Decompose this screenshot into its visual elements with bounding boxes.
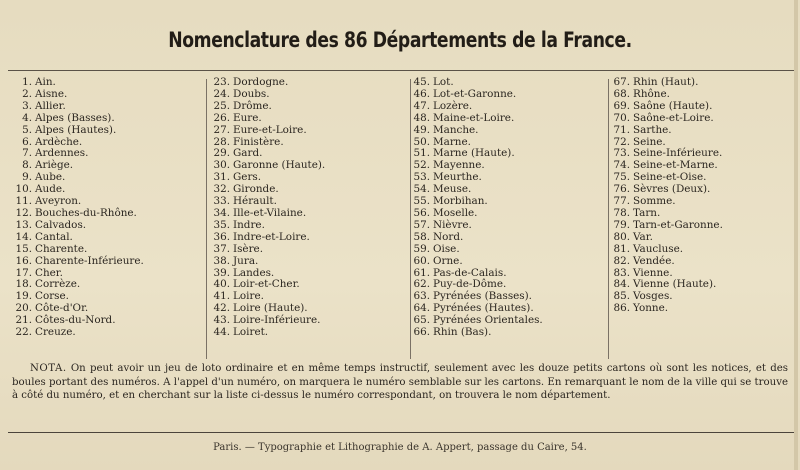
column-divider [608, 79, 609, 359]
department-name: Pyrénées (Basses). [433, 290, 532, 303]
department-name: Vaucluse. [633, 242, 684, 255]
department-number: 44. [213, 326, 230, 339]
department-name: Aude. [35, 183, 66, 196]
department-name: Manche. [433, 123, 479, 136]
department-number: 81. [613, 242, 630, 255]
department-name: Indre-et-Loire. [233, 230, 310, 243]
department-name: Loiret. [233, 326, 269, 339]
department-number: 56. [413, 206, 430, 219]
department-item [612, 125, 723, 137]
department-name: Orne. [433, 254, 463, 267]
department-number: 60. [413, 254, 430, 267]
department-number: 5. [22, 123, 32, 136]
department-number: 61. [413, 266, 430, 279]
department-name: Maine-et-Loire. [433, 111, 515, 124]
department-item [14, 279, 144, 291]
department-name: Loire (Haute). [233, 302, 308, 315]
department-number: 51. [413, 147, 430, 160]
department-name: Sarthe. [633, 123, 672, 136]
department-name: Vienne. [633, 266, 673, 279]
department-name: Lot-et-Garonne. [433, 87, 517, 100]
department-number: 80. [613, 230, 630, 243]
department-number: 72. [613, 135, 630, 148]
department-item [412, 89, 543, 101]
department-number: 28. [213, 135, 230, 148]
department-number: 3. [22, 99, 32, 112]
department-name: Charente. [35, 242, 88, 255]
department-number: 39. [213, 266, 230, 279]
department-number: 18. [15, 278, 32, 291]
department-number: 77. [613, 195, 630, 208]
department-name: Marne. [433, 135, 471, 148]
nota-paragraph [12, 362, 788, 403]
department-item [412, 232, 543, 244]
department-number: 40. [213, 278, 230, 291]
department-name: Ariège. [35, 159, 74, 172]
department-name: Ain. [35, 76, 56, 88]
department-number: 2. [22, 87, 32, 100]
nota-label: NOTA. [30, 363, 67, 374]
department-name: Alpes (Hautes). [35, 123, 117, 136]
department-number: 47. [413, 99, 430, 112]
department-name: Var. [633, 230, 653, 243]
department-name: Loire-Inférieure. [233, 314, 321, 327]
department-number: 83. [613, 266, 630, 279]
department-number: 55. [413, 195, 430, 208]
department-name: Eure. [233, 111, 262, 124]
department-number: 13. [15, 218, 32, 231]
department-item [212, 232, 325, 244]
department-name: Rhône. [633, 87, 670, 100]
department-name: Loire. [233, 290, 264, 303]
department-item [14, 148, 144, 160]
department-item [212, 244, 325, 256]
department-number: 22. [15, 326, 32, 339]
department-name: Landes. [233, 266, 275, 279]
department-name: Puy-de-Dôme. [433, 278, 507, 291]
department-item [412, 125, 543, 137]
department-name: Gers. [233, 171, 262, 184]
department-number: 74. [613, 159, 630, 172]
department-name: Garonne (Haute). [233, 159, 326, 172]
department-item [14, 89, 144, 101]
department-number: 23. [213, 76, 230, 88]
department-name: Nord. [433, 230, 464, 243]
department-name: Côtes-du-Nord. [35, 314, 116, 327]
department-item [14, 327, 144, 339]
department-name: Rhin (Haut). [633, 76, 699, 88]
department-item [412, 172, 543, 184]
department-name: Seine-et-Marne. [633, 159, 718, 172]
department-number: 59. [413, 242, 430, 255]
department-name: Gironde. [233, 183, 279, 196]
department-name: Lozère. [433, 99, 473, 112]
department-name: Gard. [233, 147, 263, 160]
department-name: Vienne (Haute). [633, 278, 717, 291]
department-number: 27. [213, 123, 230, 136]
department-number: 71. [613, 123, 630, 136]
department-name: Ille-et-Vilaine. [233, 206, 307, 219]
department-number: 65. [413, 314, 430, 327]
department-name: Meurthe. [433, 171, 482, 184]
department-number: 57. [413, 218, 430, 231]
footer-rule [8, 432, 796, 433]
department-number: 6. [22, 135, 32, 148]
department-number: 17. [15, 266, 32, 279]
department-name: Aisne. [35, 87, 68, 100]
departments-table [8, 70, 796, 361]
department-name: Indre. [233, 218, 265, 231]
department-number: 24. [213, 87, 230, 100]
department-name: Saône (Haute). [633, 99, 713, 112]
department-number: 68. [613, 87, 630, 100]
department-name: Lot. [433, 76, 454, 88]
department-number: 30. [213, 159, 230, 172]
department-number: 43. [213, 314, 230, 327]
department-number: 25. [213, 99, 230, 112]
department-name: Creuze. [35, 326, 76, 339]
department-number: 37. [213, 242, 230, 255]
department-name: Allier. [35, 99, 66, 112]
departments-column-1 [14, 77, 144, 339]
departments-column-4 [612, 77, 723, 315]
department-number: 12. [15, 206, 32, 219]
department-name: Nièvre. [433, 218, 472, 231]
department-name: Sèvres (Deux). [633, 183, 711, 196]
department-item [412, 327, 543, 339]
department-name: Ardennes. [35, 147, 89, 160]
department-name: Saône-et-Loire. [633, 111, 714, 124]
department-name: Marne (Haute). [433, 147, 515, 160]
department-number: 32. [213, 183, 230, 196]
department-name: Vosges. [633, 290, 673, 303]
department-name: Moselle. [433, 206, 478, 219]
department-number: 31. [213, 171, 230, 184]
department-number: 85. [613, 290, 630, 303]
department-name: Corrèze. [35, 278, 81, 291]
department-name: Morbihan. [433, 195, 488, 208]
department-number: 50. [413, 135, 430, 148]
departments-column-2 [212, 77, 325, 339]
department-number: 64. [413, 302, 430, 315]
department-name: Cher. [35, 266, 63, 279]
department-number: 1. [22, 76, 32, 88]
department-name: Cantal. [35, 230, 73, 243]
department-number: 62. [413, 278, 430, 291]
department-number: 34. [213, 206, 230, 219]
department-number: 75. [613, 171, 630, 184]
department-number: 21. [15, 314, 32, 327]
department-name: Seine-et-Oise. [633, 171, 707, 184]
department-item [14, 220, 144, 232]
department-number: 79. [613, 218, 630, 231]
department-item [14, 172, 144, 184]
department-number: 53. [413, 171, 430, 184]
department-number: 42. [213, 302, 230, 315]
department-name: Aube. [35, 171, 66, 184]
department-name: Tarn-et-Garonne. [633, 218, 723, 231]
department-number: 86. [613, 302, 630, 315]
department-item [212, 101, 325, 113]
department-number: 45. [413, 76, 430, 88]
department-name: Drôme. [233, 99, 272, 112]
department-number: 15. [15, 242, 32, 255]
department-name: Oise. [433, 242, 460, 255]
department-item [612, 303, 723, 315]
department-number: 54. [413, 183, 430, 196]
department-name: Yonne. [633, 302, 669, 315]
department-name: Ardèche. [35, 135, 83, 148]
department-number: 10. [15, 183, 32, 196]
department-name: Côte-d'Or. [35, 302, 89, 315]
department-name: Doubs. [233, 87, 270, 100]
department-name: Alpes (Basses). [35, 111, 115, 124]
department-number: 33. [213, 195, 230, 208]
column-divider [206, 79, 207, 359]
department-name: Vendée. [633, 254, 675, 267]
department-number: 36. [213, 230, 230, 243]
department-name: Isère. [233, 242, 264, 255]
department-number: 69. [613, 99, 630, 112]
department-number: 66. [413, 326, 430, 339]
department-number: 38. [213, 254, 230, 267]
department-number: 58. [413, 230, 430, 243]
page-title: Nomenclature des 86 Départements de la France. [168, 28, 632, 52]
department-item [412, 208, 543, 220]
department-number: 82. [613, 254, 630, 267]
department-number: 9. [22, 171, 32, 184]
department-number: 70. [613, 111, 630, 124]
department-number: 29. [213, 147, 230, 160]
department-number: 19. [15, 290, 32, 303]
department-number: 46. [413, 87, 430, 100]
department-name: Jura. [233, 254, 259, 267]
department-name: Dordogne. [233, 76, 289, 88]
department-name: Eure-et-Loire. [233, 123, 307, 136]
column-divider [410, 79, 411, 359]
department-number: 49. [413, 123, 430, 136]
department-name: Pyrénées Orientales. [433, 314, 543, 327]
department-name: Aveyron. [35, 195, 82, 208]
department-name: Seine-Inférieure. [633, 147, 723, 160]
department-name: Finistère. [233, 135, 284, 148]
department-item [212, 327, 325, 339]
department-number: 84. [613, 278, 630, 291]
department-number: 14. [15, 230, 32, 243]
department-item [412, 244, 543, 256]
department-name: Rhin (Bas). [433, 326, 492, 339]
department-number: 16. [15, 254, 32, 267]
department-name: Corse. [35, 290, 69, 303]
printer-imprint: Paris. — Typographie et Lithographie de A. Appert, passage du Caire, 54. [213, 442, 587, 453]
department-number: 20. [15, 302, 32, 315]
department-number: 26. [213, 111, 230, 124]
department-item [14, 77, 144, 89]
department-name: Hérault. [233, 195, 277, 208]
page-edge [794, 0, 798, 470]
department-name: Pas-de-Calais. [433, 266, 507, 279]
department-number: 78. [613, 206, 630, 219]
department-number: 67. [613, 76, 630, 88]
department-name: Seine. [633, 135, 666, 148]
department-name: Pyrénées (Hautes). [433, 302, 534, 315]
department-number: 63. [413, 290, 430, 303]
department-name: Somme. [633, 195, 676, 208]
department-number: 73. [613, 147, 630, 160]
department-name: Loir-et-Cher. [233, 278, 300, 291]
department-number: 7. [22, 147, 32, 160]
department-name: Meuse. [433, 183, 472, 196]
departments-column-3 [412, 77, 543, 339]
department-name: Mayenne. [433, 159, 485, 172]
department-item [612, 220, 723, 232]
department-number: 48. [413, 111, 430, 124]
department-item [412, 220, 543, 232]
department-name: Charente-Inférieure. [35, 254, 144, 267]
department-name: Tarn. [633, 206, 661, 219]
department-number: 35. [213, 218, 230, 231]
department-item [14, 160, 144, 172]
department-item [14, 256, 144, 268]
nota-text: On peut avoir un jeu de loto ordinaire et en même temps instructif, seulement avec les douze petits cartons où sont les notices, et des boules portant des numéros. A l'appel d'un numéro, on marquera le numéro semblable sur les cartons. En remarquant le nom de la ville qui se trouve à côté du numéro, et en cherchant sur la liste ci-dessus le numéro correspondant, on trouvera le nom département. [12, 363, 788, 402]
department-name: Bouches-du-Rhône. [35, 206, 137, 219]
department-number: 41. [213, 290, 230, 303]
department-number: 4. [22, 111, 32, 124]
department-number: 52. [413, 159, 430, 172]
department-name: Calvados. [35, 218, 87, 231]
department-item [14, 315, 144, 327]
department-number: 8. [22, 159, 32, 172]
department-number: 76. [613, 183, 630, 196]
department-number: 11. [15, 195, 32, 208]
